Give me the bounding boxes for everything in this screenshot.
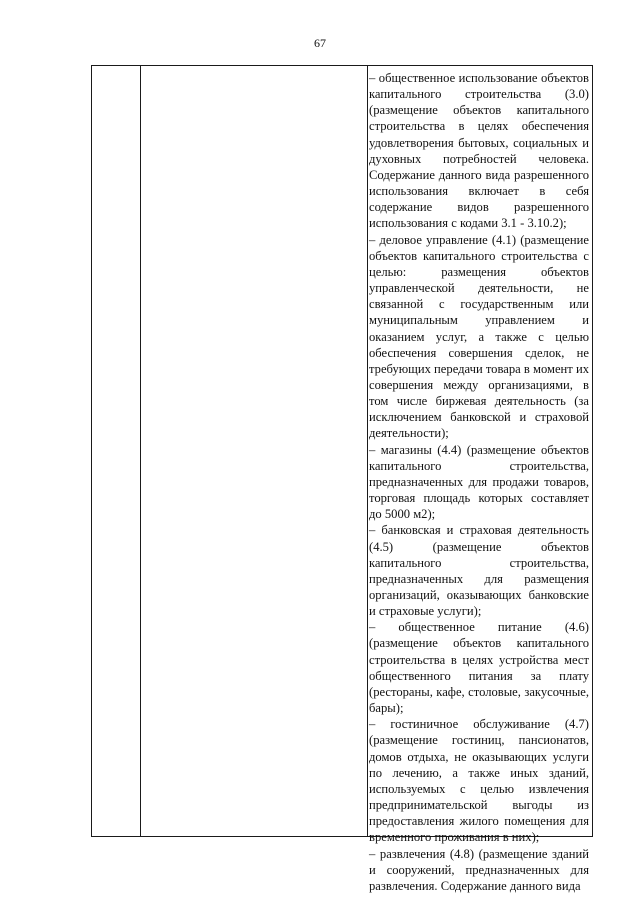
- land-use-table: [91, 65, 593, 893]
- use-item-public-use: – общественное использование объектов капитального строительства (3.0) (размещение объектов капитального строительства в целях обеспечения удовлетворения бытовых, социальных и духовных потребностей человека. Содержание данного вида разрешенного использования включает в себя содержание видов разрешенного использования с кодами 3.1 - 3.10.2);: [369, 71, 589, 231]
- use-item-shops: – магазины (4.4) (размещение объектов капитального строительства, предназначенных для продажи товаров, торговая площадь которых составляет до 5000 м2);: [369, 442, 589, 522]
- use-item-public-catering: – общественное питание (4.6) (размещение объектов капитального строительства в целях устройства мест общественного питания за плату (рестораны, кафе, столовые, закусочные, бары);: [369, 620, 589, 716]
- use-item-entertainment: – развлечения (4.8) (размещение зданий и сооружений, предназначенных для развлечения. Содержание данного вида: [369, 846, 589, 893]
- use-item-business-management: – деловое управление (4.1) (размещение объектов капитального строительства с целью: размещения объектов управленческой деятельности, не связанной с государственным или муниципальным управлением и оказанием услуг, а также с целью обеспечения совершения сделок, не требующих передачи товара в момент их совершения между организациями, в том числе биржевая деятельность (за исключением банковской и страховой деятельности);: [369, 232, 589, 441]
- table-column-divider: [367, 66, 368, 836]
- use-item-hotel-service: – гостиничное обслуживание (4.7) (размещение гостиниц, пансионатов, домов отдыха, не оказывающих услуги по лечению, а также иных зданий, используемых с целью извлечения предпринимательской выгоды из предоставления жилого помещения для временного проживания в них);: [369, 717, 589, 845]
- table-column-divider: [140, 66, 141, 836]
- use-item-banking-insurance: – банковская и страховая деятельность (4.5) (размещение объектов капитального строительства, предназначенных для размещения организаций, оказывающих банковские и страховые услуги);: [369, 523, 589, 619]
- page-number: 67: [314, 36, 326, 50]
- permitted-use-cell: [369, 70, 589, 894]
